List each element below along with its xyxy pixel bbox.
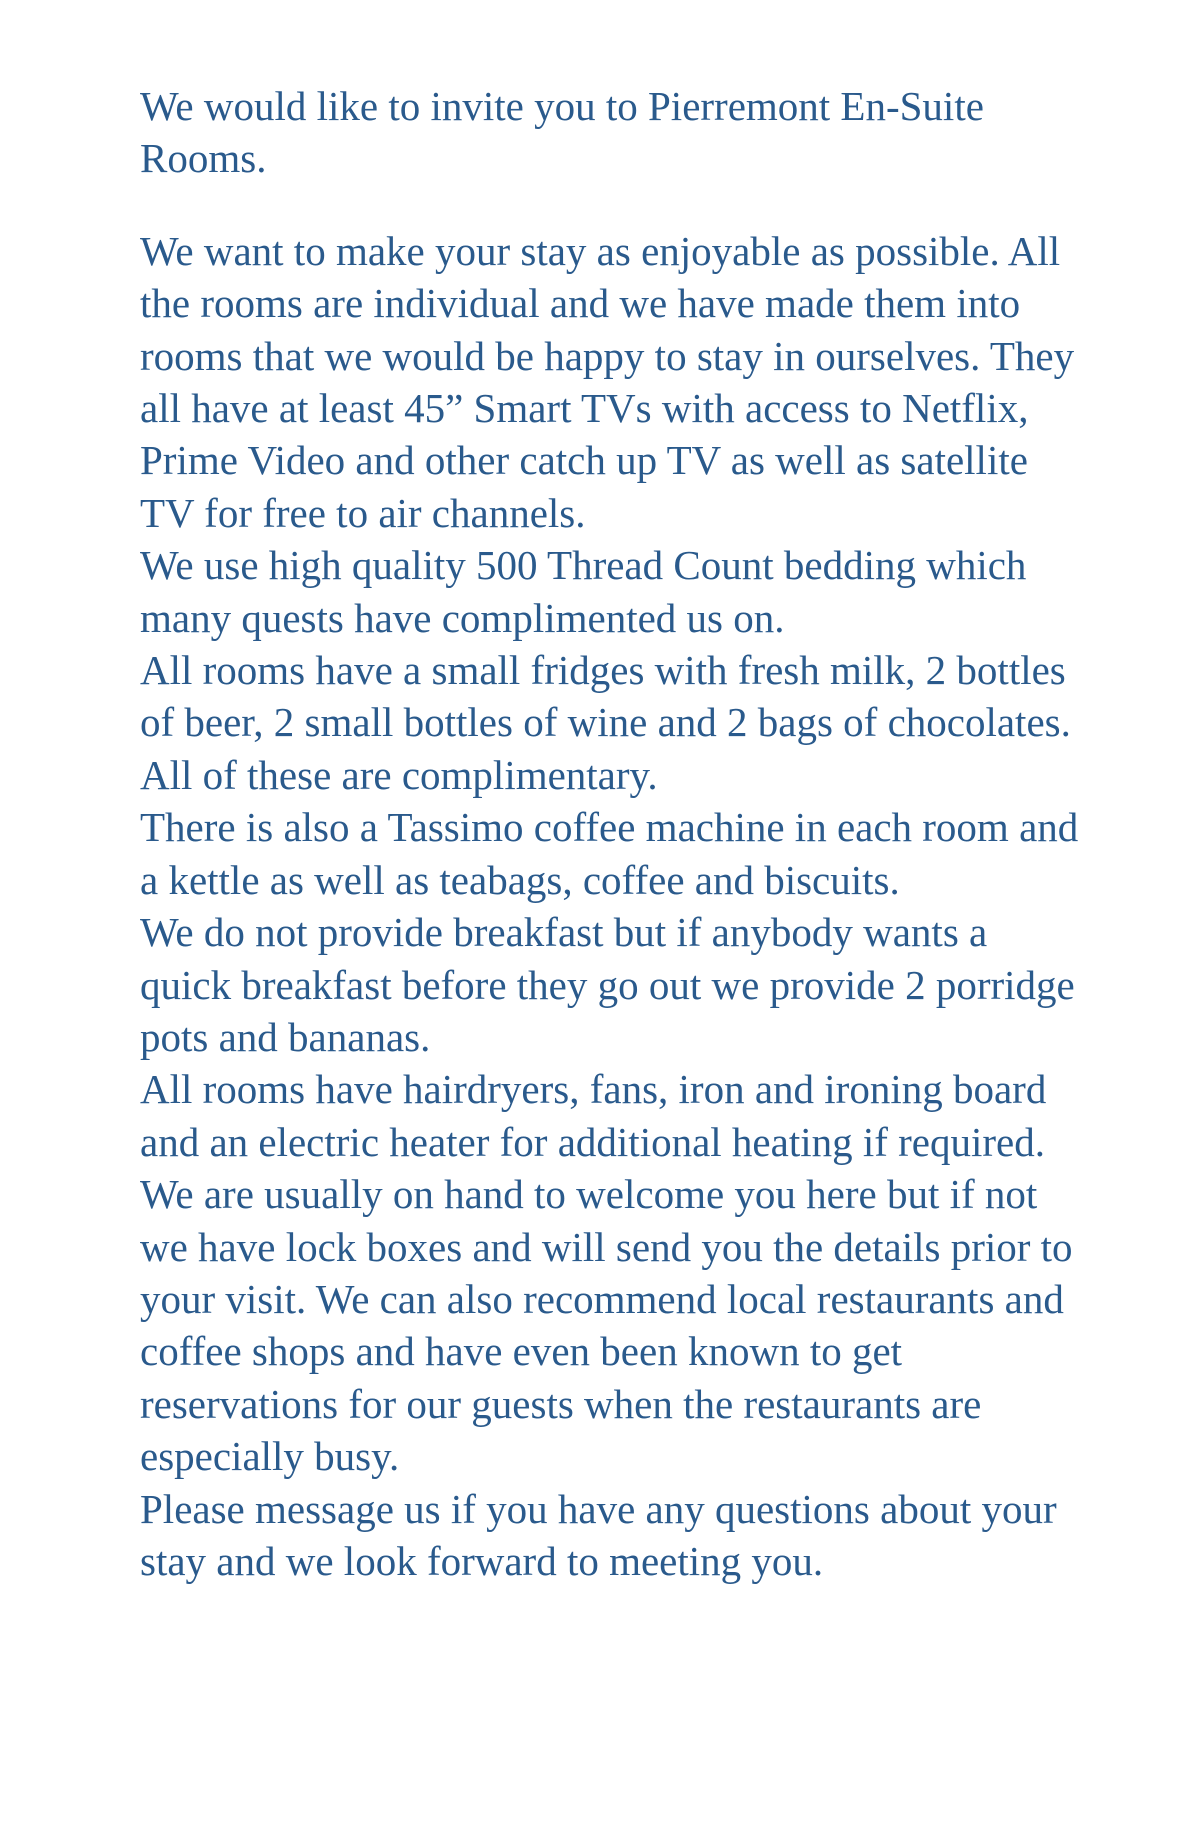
paragraph-fridge: All rooms have a small fridges with fresh milk, 2 bottles of beer, 2 small bottles of wine and 2 bags of chocolates. All of these are complimentary. (140, 647, 1071, 798)
paragraph-closing: Please message us if you have any questions about your stay and we look forward to meeting you. (140, 1485, 1057, 1584)
paragraph-bedding: We use high quality 500 Thread Count bedding which many quests have complimented us on. (140, 542, 1027, 641)
intro-paragraph: We would like to invite you to Pierremont En-Suite Rooms. (140, 83, 984, 182)
paragraph-welcome: We are usually on hand to welcome you here but if not we have lock boxes and will send you the details prior to your visit. We can also recommend local restaurants and coffee shops and have even been known to get reservations for our guests when the restaurants are especially busy. (140, 1171, 1073, 1480)
document-body (140, 80, 1080, 1587)
paragraph-coffee: There is also a Tassimo coffee machine in each room and a kettle as well as teabags, coffee and biscuits. (140, 804, 1079, 903)
paragraph-breakfast: We do not provide breakfast but if anybody wants a quick breakfast before they go out we provide 2 porridge pots and bananas. (140, 909, 1075, 1060)
paragraph-rooms: We want to make your stay as enjoyable as possible. All the rooms are individual and we have made them into rooms that we would be happy to stay in ourselves. They all have at least 45” Smart TVs with access to Netflix, Prime Video and other catch up TV as well as satellite TV for free to air channels. (140, 227, 1075, 536)
paragraph-amenities: All rooms have hairdryers, fans, iron and ironing board and an electric heater for additional heating if required. (140, 1066, 1047, 1165)
